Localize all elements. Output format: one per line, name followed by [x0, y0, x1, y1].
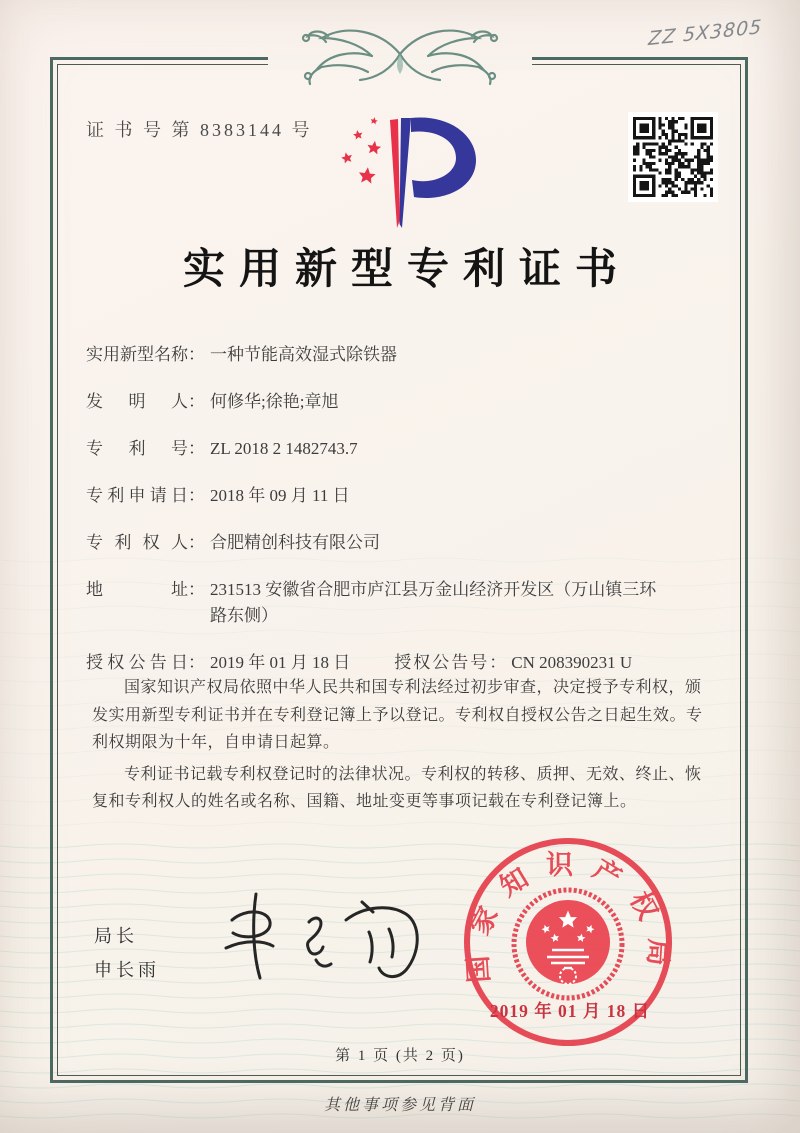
- commissioner-name: 申长雨: [94, 960, 160, 980]
- seal-arc-text: 国家知识产权局: [461, 849, 675, 984]
- field-value: ZL 2018 2 1482743.7: [210, 439, 358, 458]
- field-row-name: [86, 342, 714, 368]
- field-row-filing-date: [86, 483, 714, 509]
- field-value: 2019 年 01 月 18 日: [210, 653, 351, 672]
- field-colon: ：: [188, 486, 205, 505]
- field-value: CN 208390231 U: [511, 653, 633, 672]
- field-label: 专利申请日: [86, 486, 188, 505]
- legal-text: [92, 674, 712, 820]
- field-colon: ：: [188, 392, 205, 411]
- field-colon: ：: [188, 345, 205, 364]
- field-colon: ：: [188, 653, 205, 672]
- commissioner-title: 局长: [94, 926, 138, 946]
- certificate-title: 实用新型专利证书: [182, 247, 631, 293]
- field-value: 231513 安徽省合肥市庐江县万金山经济开发区（万山镇三环路东侧）: [210, 580, 657, 625]
- field-row-grant: [86, 650, 714, 676]
- legal-paragraph-2: 专利证书记载专利权登记时的法律状况。专利权的转移、质押、无效、终止、恢复和专利权人的姓名或名称、国籍、地址变更等事项记载在专利登记簿上。: [92, 765, 702, 811]
- field-row-inventors: [86, 389, 714, 415]
- page-indicator: 第 1 页 (共 2 页): [335, 1048, 465, 1064]
- legal-paragraph-1: 国家知识产权局依照中华人民共和国专利法经过初步审查，决定授予专利权，颁发实用新型专利证书并在专利登记簿上予以登记。专利权自授权公告之日起生效。专利权期限为十年，自申请日起算。: [92, 679, 703, 752]
- field-colon: ：: [489, 653, 507, 672]
- top-flourish-ornament: [268, 6, 532, 92]
- field-value: 何修华;徐艳;章旭: [210, 392, 339, 411]
- field-value: 2018 年 09 月 11 日: [210, 486, 350, 505]
- field-row-patentee: [86, 530, 714, 556]
- field-row-address: [86, 577, 714, 629]
- handwritten-signature: [212, 880, 444, 998]
- field-row-patent-no: [86, 436, 714, 462]
- field-label: 专利权人: [86, 533, 188, 552]
- field-label: 地址: [86, 580, 188, 599]
- field-value: 一种节能高效湿式除铁器: [210, 345, 397, 364]
- field-value: 合肥精创科技有限公司: [210, 533, 380, 552]
- grant-date-stamp: 2019 年 01 月 18 日: [489, 1001, 651, 1021]
- certificate-number: 证 书 号 第 8383144 号: [86, 120, 313, 140]
- fields-section: [86, 342, 714, 697]
- field-label: 授权公告号: [394, 653, 490, 672]
- grant-number-pair: [394, 650, 632, 676]
- qr-code: [628, 112, 718, 202]
- field-label: 专利号: [86, 439, 188, 458]
- field-colon: ：: [188, 439, 205, 458]
- cnipa-logo-icon: [310, 108, 498, 236]
- field-colon: ：: [188, 580, 205, 599]
- grant-date-pair: [86, 650, 350, 676]
- field-colon: ：: [188, 533, 205, 552]
- field-label: 发明人: [86, 392, 188, 411]
- see-back-note: 其他事项参见背面: [323, 1097, 476, 1114]
- field-label: 实用新型名称: [86, 345, 188, 364]
- handwritten-code: ZZ 5X3805: [647, 15, 763, 51]
- field-label: 授权公告日: [86, 653, 188, 672]
